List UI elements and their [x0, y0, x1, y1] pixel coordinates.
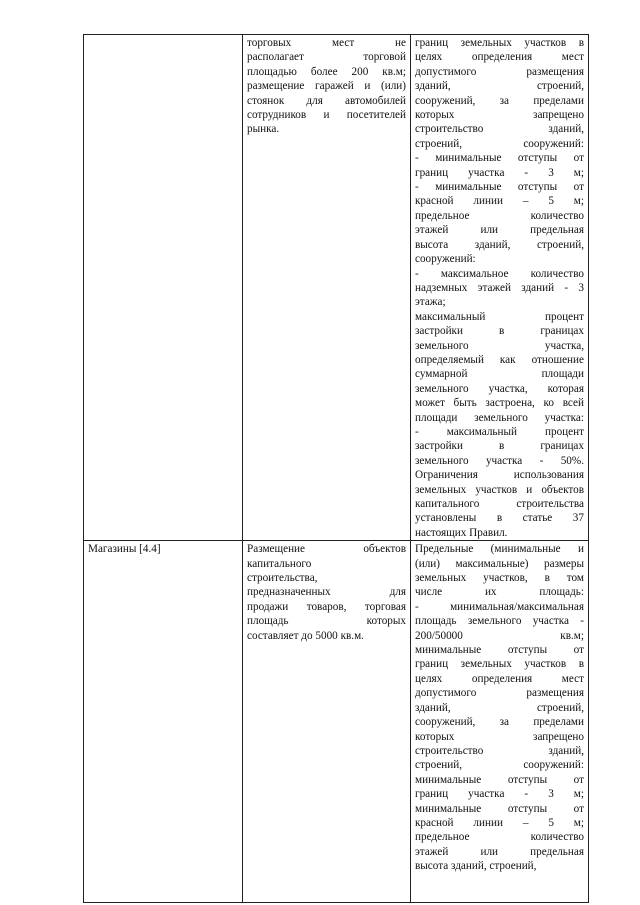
- text-line: строений, сооружений:: [415, 759, 584, 772]
- text-line: сооружений, за пределами: [415, 716, 584, 729]
- text-line: размещение гаражей и (или): [247, 80, 406, 93]
- text-line: минимальные отступы от: [415, 773, 584, 786]
- use-description: [247, 36, 406, 137]
- text-line: площадь которых: [247, 615, 406, 628]
- text-line: площадью более 200 кв.м;: [247, 65, 406, 78]
- text-line: строительство зданий,: [415, 123, 584, 136]
- text-line: Предельные (минимальные и: [415, 543, 584, 556]
- parameters-text: [415, 542, 584, 873]
- text-line: красной линии – 5 м;: [415, 816, 584, 829]
- parameters-cell: [411, 35, 589, 541]
- text-line: высота зданий, строений,: [415, 238, 584, 251]
- text-line: определяемый как отношение: [415, 353, 584, 366]
- parameters-text: [415, 36, 584, 540]
- text-line: числе их площадь:: [415, 586, 584, 599]
- text-line: продажи товаров, торговая: [247, 600, 406, 613]
- parameters-cell: [411, 541, 589, 903]
- text-line: границ участка - 3 м;: [415, 166, 584, 179]
- text-line: располагает торговой: [247, 51, 406, 64]
- text-line: Размещение объектов: [247, 543, 406, 556]
- text-line: строительство зданий,: [415, 744, 584, 757]
- text-line: - максимальный процент: [415, 425, 584, 438]
- text-line: границ земельных участков в: [415, 658, 584, 671]
- text-line: минимальные отступы от: [415, 644, 584, 657]
- text-line: земельных участков и объектов: [415, 483, 584, 496]
- text-line: 200/50000 кв.м;: [415, 629, 584, 642]
- text-line: сотрудников и посетителей: [247, 109, 406, 122]
- text-line: суммарной площади: [415, 368, 584, 381]
- text-line: красной линии – 5 м;: [415, 195, 584, 208]
- text-line: земельного участка,: [415, 339, 584, 352]
- use-description-cell: [243, 35, 411, 541]
- text-line: капитального: [247, 557, 312, 570]
- text-line: капитального строительства: [415, 498, 584, 510]
- text-line: установлены в статье 37: [415, 512, 584, 525]
- text-line: земельного участка - 50%.: [415, 454, 584, 467]
- text-line: торговых мест не: [247, 37, 406, 49]
- text-line: (или) максимальные) размеры: [415, 557, 584, 570]
- text-line: надземных этажей зданий - 3: [415, 281, 584, 294]
- text-line: предельное количество: [415, 831, 584, 844]
- table-row: [84, 35, 589, 541]
- text-line: максимальный процент: [415, 310, 584, 323]
- text-line: земельного участка, которая: [415, 382, 584, 395]
- text-line: которых запрещено: [415, 730, 584, 743]
- text-line: этажа;: [415, 296, 446, 309]
- text-line: сооружений:: [415, 253, 476, 266]
- text-line: допустимого размещения: [415, 65, 584, 78]
- text-line: предназначенных для: [247, 586, 406, 599]
- text-line: которых запрещено: [415, 109, 584, 122]
- table-row: [84, 541, 589, 903]
- text-line: границ участка - 3 м;: [415, 788, 584, 801]
- text-line: этажей или предельная: [415, 224, 584, 237]
- text-line: - максимальное количество: [415, 267, 584, 280]
- text-line: составляет до 5000 кв.м.: [247, 629, 364, 642]
- use-description: [247, 542, 406, 643]
- text-line: границ земельных участков в: [415, 37, 584, 49]
- text-line: этажей или предельная: [415, 845, 584, 858]
- text-line: стоянок для автомобилей: [247, 94, 406, 107]
- text-line: целях определения мест: [415, 672, 584, 685]
- use-name-cell: [84, 541, 243, 903]
- text-line: строительства,: [247, 572, 318, 585]
- text-line: площадь земельного участка -: [415, 615, 584, 628]
- text-line: сооружений, за пределами: [415, 94, 584, 107]
- text-line: застройки в границах: [415, 325, 584, 338]
- use-name: Магазины [4.4]: [88, 543, 161, 556]
- text-line: застройки в границах: [415, 440, 584, 453]
- text-line: высота зданий, строений,: [415, 860, 537, 873]
- text-line: - минимальная/максимальная: [415, 600, 584, 613]
- text-line: зданий, строений,: [415, 80, 584, 93]
- land-use-table: [83, 34, 589, 903]
- text-line: предельное количество: [415, 209, 584, 222]
- text-line: минимальные отступы от: [415, 802, 584, 815]
- text-line: земельных участков, в том: [415, 572, 584, 585]
- text-line: может быть застроена, ко всей: [415, 397, 584, 410]
- text-line: допустимого размещения: [415, 687, 584, 700]
- text-line: зданий, строений,: [415, 701, 584, 714]
- use-description-cell: [243, 541, 411, 903]
- text-line: - минимальные отступы от: [415, 181, 584, 194]
- text-line: строений, сооружений:: [415, 137, 584, 150]
- text-line: целях определения мест: [415, 51, 584, 64]
- text-line: - минимальные отступы от: [415, 152, 584, 165]
- text-line: площади земельного участка:: [415, 411, 584, 424]
- text-line: рынка.: [247, 123, 280, 136]
- text-line: настоящих Правил.: [415, 526, 508, 539]
- use-name-cell: [84, 35, 243, 541]
- text-line: Ограничения использования: [415, 469, 584, 482]
